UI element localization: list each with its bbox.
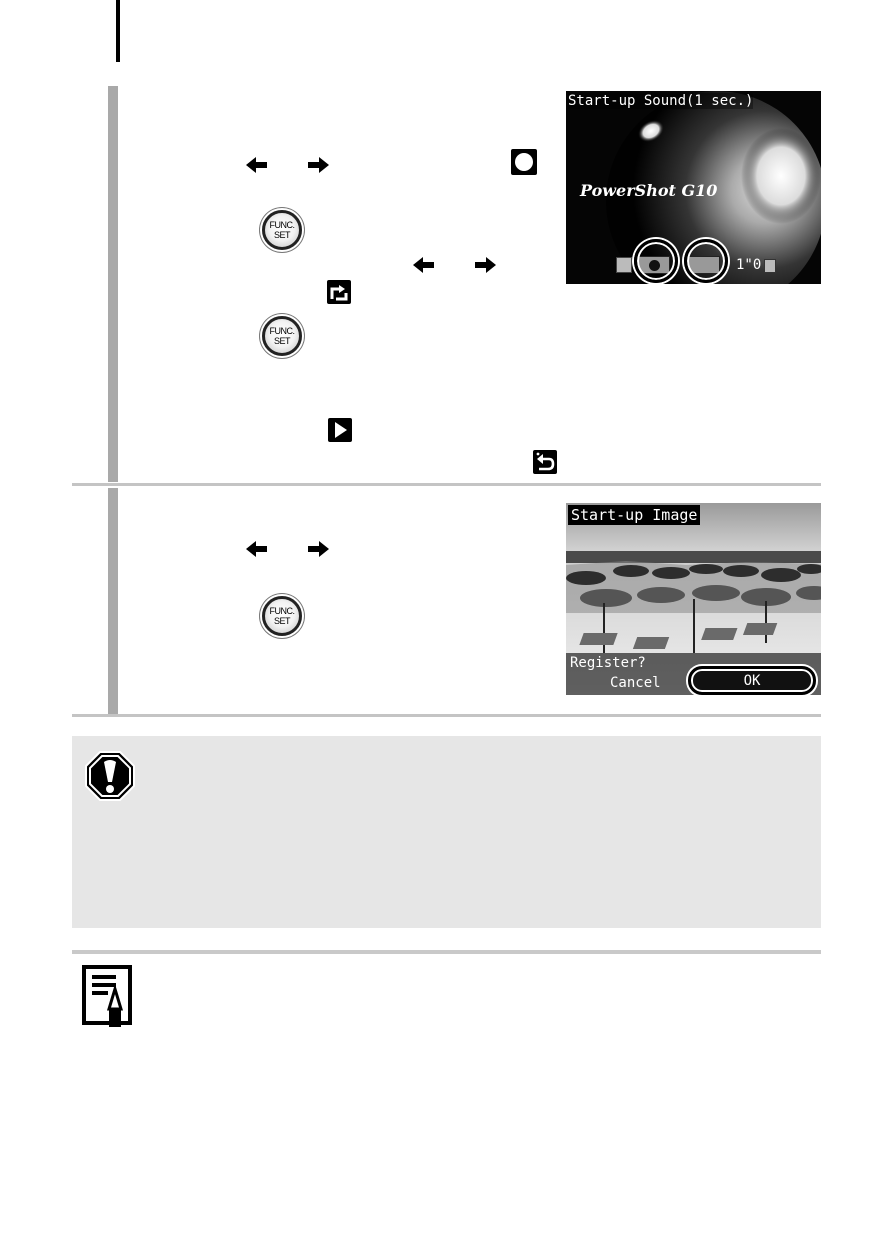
memo-divider	[72, 950, 821, 954]
back-icon	[616, 257, 632, 273]
level-indicator	[764, 259, 776, 273]
arrow-right-icon	[307, 156, 329, 174]
memo-icon	[82, 965, 134, 1029]
step-divider	[72, 714, 821, 717]
step-2-bar	[108, 488, 118, 714]
caution-box	[72, 736, 821, 928]
step-divider	[72, 483, 821, 486]
step-1-bar	[108, 86, 118, 482]
highlight-circle	[634, 239, 678, 283]
record-circle-icon	[511, 149, 537, 175]
ok-button[interactable]	[688, 666, 816, 695]
arrow-left-icon	[246, 156, 268, 174]
highlight-circle	[684, 239, 728, 283]
camera-screen-start-up-sound	[566, 91, 821, 284]
register-question: Register?	[570, 655, 646, 671]
page-margin-rule	[116, 0, 120, 62]
arrow-right-icon	[307, 540, 329, 558]
sound-duration: 1"0	[736, 257, 762, 273]
screen-title: Start-up Image	[568, 505, 700, 525]
func-set-button-icon: FUNC. SET	[262, 596, 302, 636]
caution-icon	[84, 750, 136, 802]
func-set-button-icon: FUNC. SET	[262, 316, 302, 356]
func-set-button-icon: FUNC. SET	[262, 210, 302, 250]
return-icon	[533, 450, 557, 474]
camera-brand-logo: PowerShot G10	[580, 181, 718, 200]
ok-label: OK	[743, 673, 761, 689]
arrow-left-icon	[246, 540, 268, 558]
camera-screen-start-up-image	[566, 503, 821, 695]
cancel-button[interactable]: Cancel	[610, 675, 661, 691]
play-icon	[328, 418, 352, 442]
arrow-right-icon	[474, 256, 496, 274]
start-image-icon	[327, 280, 351, 304]
screen-title: Start-up Sound(1 sec.)	[568, 93, 754, 109]
arrow-left-icon	[413, 256, 435, 274]
